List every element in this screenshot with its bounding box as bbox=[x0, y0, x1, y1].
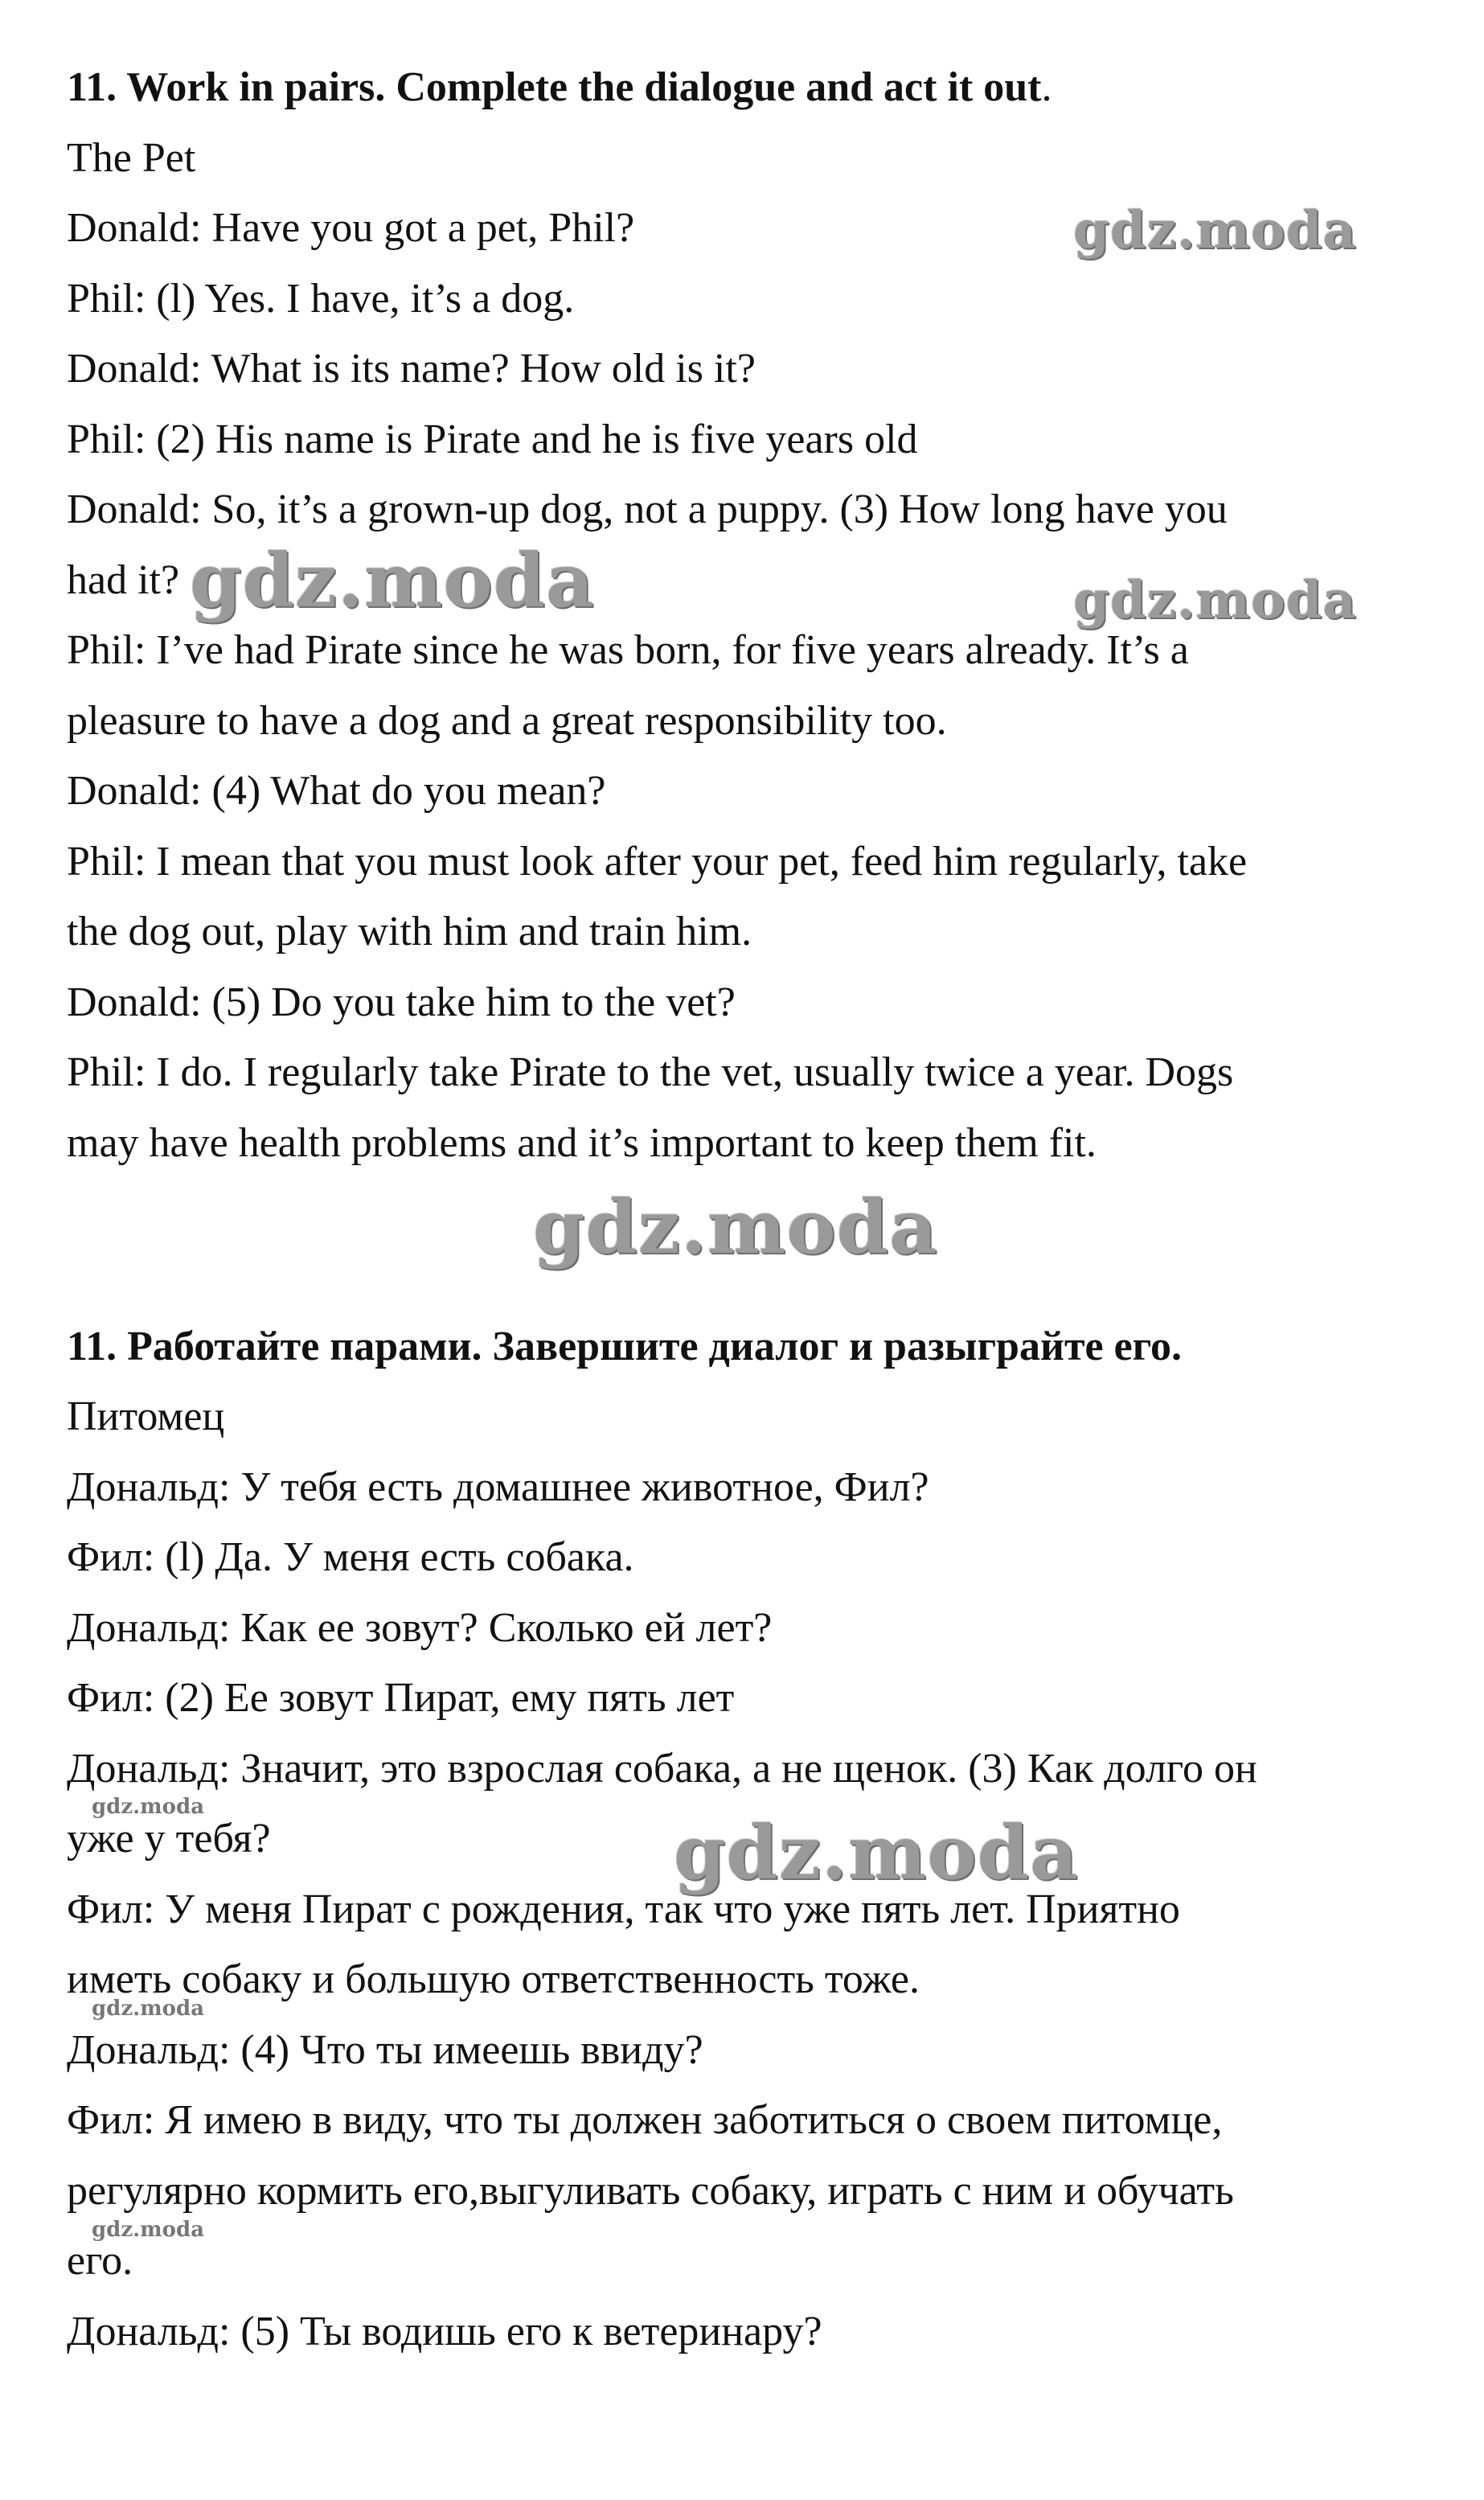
english-line-6: had it? bbox=[67, 557, 180, 603]
watermark-logo: gdz.moda bbox=[533, 1184, 938, 1271]
english-line-5: Donald: So, it’s a grown-up dog, not a puppy. (3) How long have you bbox=[67, 486, 1228, 532]
watermark-logo: gdz.moda bbox=[1073, 200, 1357, 261]
english-line-12: Donald: (5) Do you take him to the vet? bbox=[67, 979, 736, 1025]
russian-line-10: Фил: Я имею в виду, что ты должен заботиться о своем питомце, bbox=[67, 2097, 1223, 2143]
english-line-13: Phil: I do. I regularly take Pirate to the vet, usually twice a year. Dogs bbox=[67, 1049, 1234, 1095]
english-heading-period: . bbox=[1041, 64, 1052, 110]
watermark-logo: gdz.moda bbox=[92, 1795, 205, 1819]
watermark-logo: gdz.moda bbox=[1073, 570, 1357, 630]
russian-line-5: Дональд: Значит, это взрослая собака, а не щенок. (3) Как долго он bbox=[67, 1746, 1257, 1792]
russian-line-1: Дональд: У тебя есть домашнее животное, Фил? bbox=[67, 1464, 929, 1510]
english-line-8: pleasure to have a dog and a great responsibility too. bbox=[67, 698, 947, 744]
english-line-2: Phil: (l) Yes. I have, it’s a dog. bbox=[67, 276, 575, 322]
russian-line-6: уже у тебя? bbox=[67, 1816, 271, 1862]
english-line-7: Phil: I’ve had Pirate since he was born, for five years already. It’s a bbox=[67, 627, 1189, 673]
russian-line-12: его. bbox=[67, 2238, 133, 2284]
english-heading-text: 11. Work in pairs. Complete the dialogue and act it out bbox=[67, 64, 1042, 110]
english-line-14: may have health problems and it’s important to keep them fit. bbox=[67, 1120, 1097, 1166]
russian-line-8: иметь собаку и большую ответственность тоже. bbox=[67, 1956, 920, 2002]
english-heading bbox=[67, 63, 1052, 113]
russian-line-2: Фил: (l) Да. У меня есть собака. bbox=[67, 1534, 634, 1580]
english-line-3: Donald: What is its name? How old is it? bbox=[67, 346, 756, 392]
russian-line-4: Фил: (2) Ее зовут Пират, ему пять лет bbox=[67, 1675, 735, 1721]
russian-line-7: Фил: У меня Пират с рождения, так что уже пять лет. Приятно bbox=[67, 1886, 1180, 1932]
watermark-logo: gdz.moda bbox=[92, 2218, 205, 2242]
russian-line-13: Дональд: (5) Ты водишь его к ветеринару? bbox=[67, 2309, 822, 2354]
russian-line-3: Дональд: Как ее зовут? Сколько ей лет? bbox=[67, 1605, 773, 1651]
english-line-11: the dog out, play with him and train him. bbox=[67, 909, 752, 954]
english-line-4: Phil: (2) His name is Pirate and he is five years old bbox=[67, 417, 918, 462]
russian-heading: 11. Работайте парами. Завершите диалог и разыграйте его. bbox=[67, 1324, 1182, 1369]
english-line-9: Donald: (4) What do you mean? bbox=[67, 768, 606, 814]
watermark-logo: gdz.moda bbox=[674, 1809, 1079, 1896]
watermark-logo: gdz.moda bbox=[92, 1997, 205, 2021]
english-title: The Pet bbox=[67, 135, 196, 181]
english-line-1: Donald: Have you got a pet, Phil? bbox=[67, 205, 635, 251]
russian-line-9: Дональд: (4) Что ты имеешь ввиду? bbox=[67, 2027, 703, 2073]
russian-line-11: регулярно кормить его,выгуливать собаку, играть с ним и обучать bbox=[67, 2168, 1234, 2214]
russian-title: Питомец bbox=[67, 1394, 225, 1439]
watermark-logo: gdz.moda bbox=[190, 537, 595, 624]
english-line-10: Phil: I mean that you must look after your pet, feed him regularly, take bbox=[67, 839, 1248, 885]
